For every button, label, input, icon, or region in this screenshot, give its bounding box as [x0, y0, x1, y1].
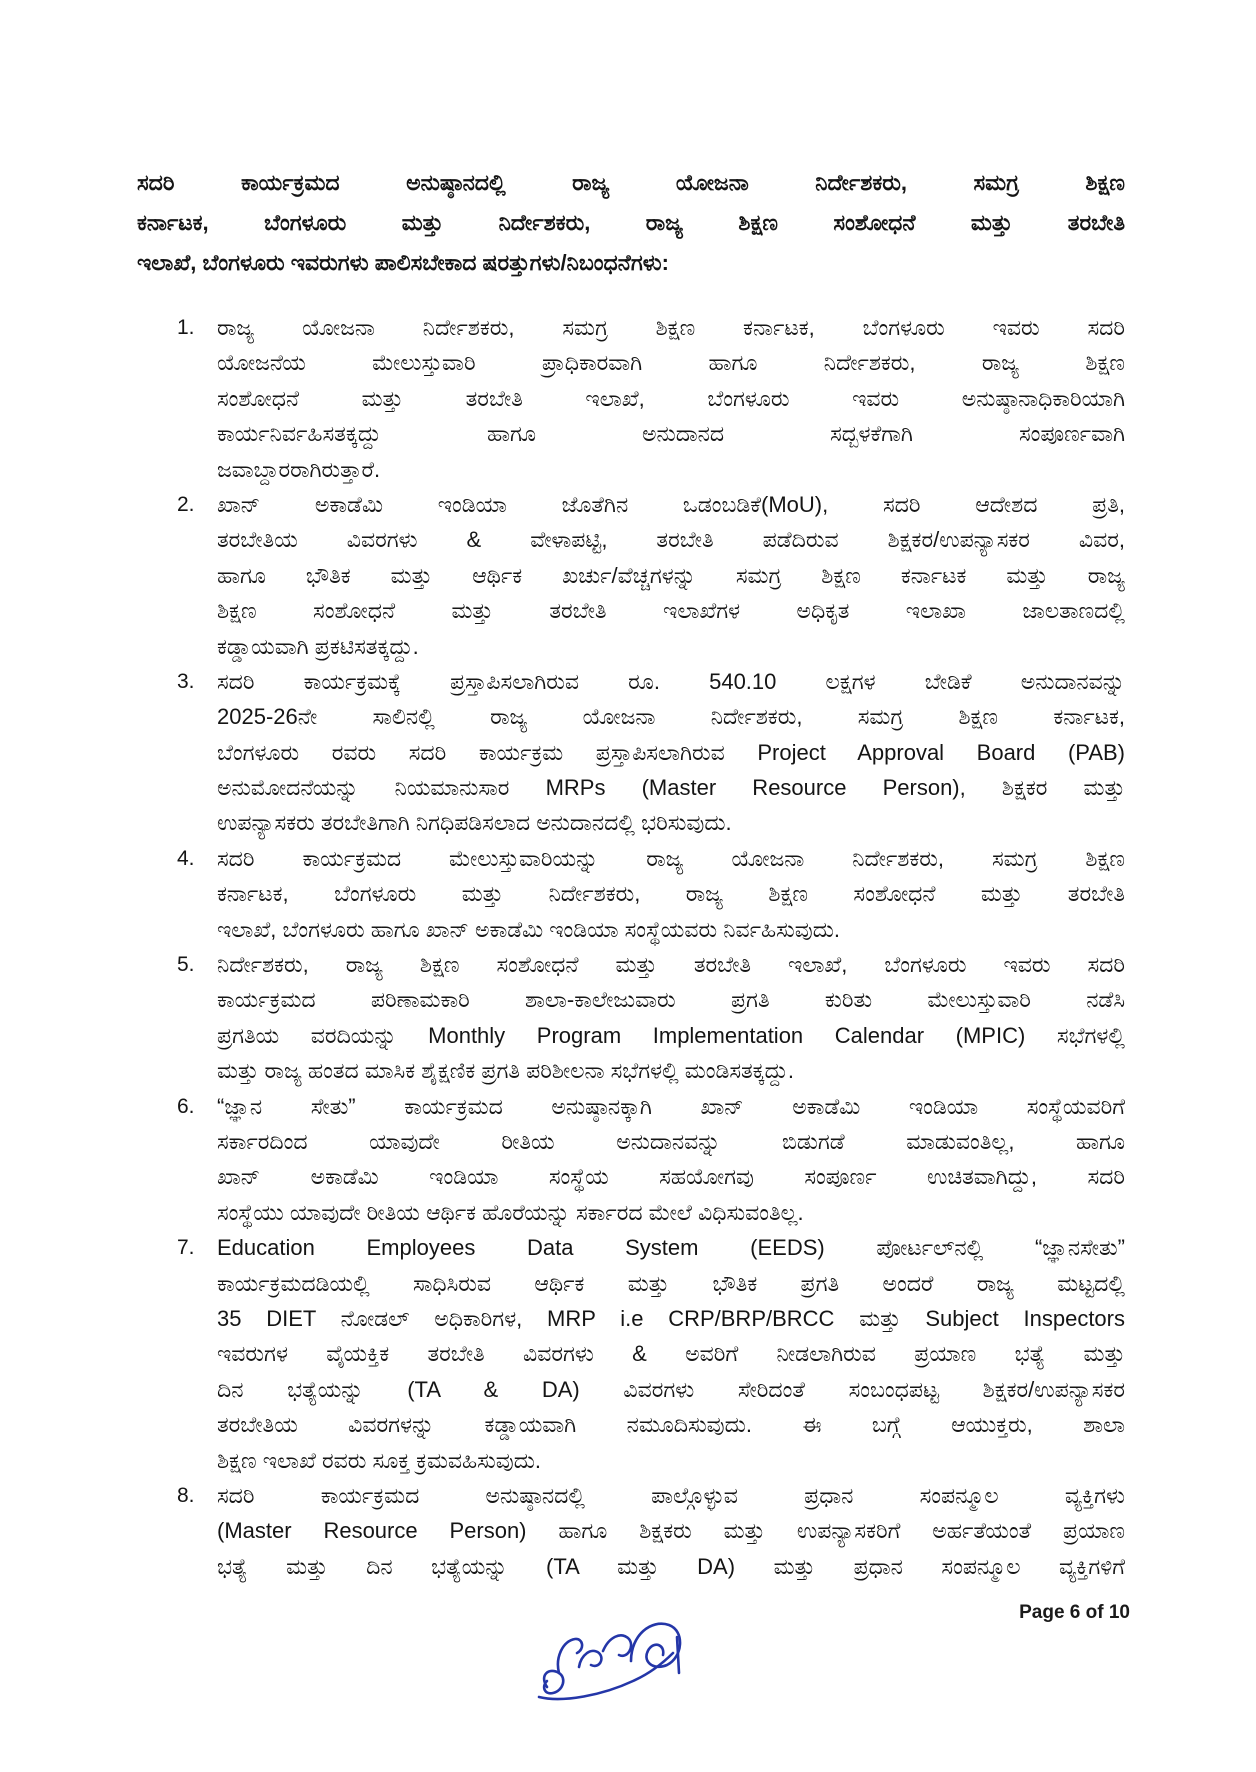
- heading-line: ಸದರಿ ಕಾರ್ಯಕ್ರಮದ ಅನುಷ್ಠಾನದಲ್ಲಿ ರಾಜ್ಯ ಯೋಜನಾ ನಿರ್ದೇಶಕರು, ಸಮಗ್ರ ಶಿಕ್ಷಣ: [137, 170, 1125, 195]
- condition-text: [217, 1478, 1125, 1584]
- condition-number: 1.: [177, 316, 195, 339]
- condition-line: ಭತ್ಯೆ ಮತ್ತು ದಿನ ಭತ್ಯೆಯನ್ನು (TA ಮತ್ತು DA) ಮತ್ತು ಪ್ರಧಾನ ಸಂಪನ್ಮೂಲ ವ್ಯಕ್ತಿಗಳಿಗೆ: [217, 1553, 1125, 1579]
- condition-line: ತರಬೇತಿಯ ವಿವರಗಳನ್ನು ಕಡ್ಡಾಯವಾಗಿ ನಮೂದಿಸುವುದು. ಈ ಬಗ್ಗೆ ಆಯುಕ್ತರು, ಶಾಲಾ: [217, 1412, 1125, 1438]
- condition-line: ದಿನ ಭತ್ಯೆಯನ್ನು (TA & DA) ವಿವರಗಳು ಸೇರಿದಂತೆ ಸಂಬಂಧಪಟ್ಟ ಶಿಕ್ಷಕರ/ಉಪನ್ಯಾಸಕರ: [217, 1376, 1125, 1402]
- conditions-list: [177, 310, 1125, 1584]
- signature: [533, 1617, 688, 1707]
- condition-text: [217, 947, 1125, 1089]
- condition-line: “ಜ್ಞಾನ ಸೇತು” ಕಾರ್ಯಕ್ರಮದ ಅನುಷ್ಠಾನಕ್ಕಾಗಿ ಖಾನ್ ಅಕಾಡೆಮಿ ಇಂಡಿಯಾ ಸಂಸ್ಥೆಯವರಿಗೆ: [217, 1093, 1125, 1119]
- condition-number: 4.: [177, 846, 195, 870]
- condition-line: ಖಾನ್ ಅಕಾಡೆಮಿ ಇಂಡಿಯಾ ಸಂಸ್ಥೆಯ ಸಹಯೋಗವು ಸಂಪೂರ್ಣ ಉಚಿತವಾಗಿದ್ದು, ಸದರಿ: [217, 1164, 1125, 1190]
- condition-line: ಶಿಕ್ಷಣ ಇಲಾಖೆ ರವರು ಸೂಕ್ತ ಕ್ರಮವಹಿಸುವುದು.: [217, 1447, 542, 1473]
- condition-number: 2.: [177, 492, 195, 516]
- condition-text: [217, 841, 1125, 947]
- condition-number: 5.: [177, 953, 195, 977]
- heading-line: ಇಲಾಖೆ, ಬೆಂಗಳೂರು ಇವರುಗಳು ಪಾಲಿಸಬೇಕಾದ ಷರತ್ತುಗಳು/ನಿಬಂಧನೆಗಳು:: [137, 250, 669, 275]
- condition-line: ಕಾರ್ಯಕ್ರಮದಡಿಯಲ್ಲಿ ಸಾಧಿಸಿರುವ ಆರ್ಥಿಕ ಮತ್ತು ಭೌತಿಕ ಪ್ರಗತಿ ಅಂದರೆ ರಾಜ್ಯ ಮಟ್ಟದಲ್ಲಿ: [217, 1270, 1125, 1296]
- page-number: Page 6 of 10: [1019, 1602, 1130, 1623]
- condition-line: ಕಾರ್ಯಕ್ರಮದ ಪರಿಣಾಮಕಾರಿ ಶಾಲಾ-ಕಾಲೇಜುವಾರು ಪ್ರಗತಿ ಕುರಿತು ಮೇಲುಸ್ತುವಾರಿ ನಡೆಸಿ: [217, 987, 1125, 1013]
- condition-line: ಇಲಾಖೆ, ಬೆಂಗಳೂರು ಹಾಗೂ ಖಾನ್ ಅಕಾಡೆಮಿ ಇಂಡಿಯಾ ಸಂಸ್ಥೆಯವರು ನಿರ್ವಹಿಸುವುದು.: [217, 916, 841, 942]
- condition-line: ಸಂಶೋಧನೆ ಮತ್ತು ತರಬೇತಿ ಇಲಾಖೆ, ಬೆಂಗಳೂರು ಇವರು ಅನುಷ್ಠಾನಾಧಿಕಾರಿಯಾಗಿ: [217, 385, 1125, 411]
- condition-line: ಬೆಂಗಳೂರು ರವರು ಸದರಿ ಕಾರ್ಯಕ್ರಮ ಪ್ರಸ್ತಾಪಿಸಲಾಗಿರುವ Project Approval Board (PAB): [217, 739, 1125, 765]
- condition-line: ಮತ್ತು ರಾಜ್ಯ ಹಂತದ ಮಾಸಿಕ ಶೈಕ್ಷಣಿಕ ಪ್ರಗತಿ ಪರಿಶೀಲನಾ ಸಭೆಗಳಲ್ಲಿ ಮಂಡಿಸತಕ್ಕದ್ದು.: [217, 1058, 794, 1084]
- condition-line: ಅನುಮೋದನೆಯನ್ನು ನಿಯಮಾನುಸಾರ MRPs (Master Resource Person), ಶಿಕ್ಷಕರ ಮತ್ತು: [217, 775, 1125, 801]
- condition-line: ಯೋಜನೆಯ ಮೇಲುಸ್ತುವಾರಿ ಪ್ರಾಧಿಕಾರವಾಗಿ ಹಾಗೂ ನಿರ್ದೇಶಕರು, ರಾಜ್ಯ ಶಿಕ್ಷಣ: [217, 350, 1125, 376]
- condition-line: ಸದರಿ ಕಾರ್ಯಕ್ರಮದ ಅನುಷ್ಠಾನದಲ್ಲಿ ಪಾಲ್ಗೊಳ್ಳುವ ಪ್ರಧಾನ ಸಂಪನ್ಮೂಲ ವ್ಯಕ್ತಿಗಳು: [217, 1482, 1125, 1508]
- condition-line: ತರಬೇತಿಯ ವಿವರಗಳು & ವೇಳಾಪಟ್ಟಿ, ತರಬೇತಿ ಪಡೆದಿರುವ ಶಿಕ್ಷಕರ/ಉಪನ್ಯಾಸಕರ ವಿವರ,: [217, 527, 1125, 553]
- condition-line: ಸದರಿ ಕಾರ್ಯಕ್ರಮದ ಮೇಲುಸ್ತುವಾರಿಯನ್ನು ರಾಜ್ಯ ಯೋಜನಾ ನಿರ್ದೇಶಕರು, ಸಮಗ್ರ ಶಿಕ್ಷಣ: [217, 845, 1125, 871]
- condition-line: ಕಾರ್ಯನಿರ್ವಹಿಸತಕ್ಕದ್ದು ಹಾಗೂ ಅನುದಾನದ ಸದ್ಬಳಕೆಗಾಗಿ ಸಂಪೂರ್ಣವಾಗಿ: [217, 421, 1125, 447]
- signature-stroke: [677, 1637, 679, 1673]
- condition-line: ಶಿಕ್ಷಣ ಸಂಶೋಧನೆ ಮತ್ತು ತರಬೇತಿ ಇಲಾಖೆಗಳ ಅಧಿಕೃತ ಇಲಾಖಾ ಜಾಲತಾಣದಲ್ಲಿ: [217, 598, 1125, 624]
- condition-line: (Master Resource Person) ಹಾಗೂ ಶಿಕ್ಷಕರು ಮತ್ತು ಉಪನ್ಯಾಸಕರಿಗೆ ಅರ್ಹತೆಯಂತೆ ಪ್ರಯಾಣ: [217, 1518, 1125, 1544]
- condition-line: 2025-26ನೇ ಸಾಲಿನಲ್ಲಿ ರಾಜ್ಯ ಯೋಜನಾ ನಿರ್ದೇಶಕರು, ಸಮಗ್ರ ಶಿಕ್ಷಣ ಕರ್ನಾಟಕ,: [217, 704, 1125, 730]
- signature-stroke: [544, 1671, 563, 1693]
- condition-text: [217, 664, 1125, 841]
- condition-text: [217, 1230, 1125, 1478]
- condition-item: [177, 664, 1125, 841]
- condition-item: [177, 947, 1125, 1089]
- signature-stroke: [579, 1651, 601, 1667]
- condition-line: 35 DIET ನೋಡಲ್ ಅಧಿಕಾರಿಗಳ, MRP i.e CRP/BRP/BRCC ಮತ್ತು Subject Inspectors: [217, 1305, 1125, 1331]
- condition-line: ಖಾನ್ ಅಕಾಡೆಮಿ ಇಂಡಿಯಾ ಜೊತೆಗಿನ ಒಡಂಬಡಿಕೆ(MoU), ಸದರಿ ಆದೇಶದ ಪ್ರತಿ,: [217, 491, 1125, 517]
- condition-text: [217, 310, 1125, 487]
- signature-stroke: [603, 1635, 631, 1655]
- heading-line: ಕರ್ನಾಟಕ, ಬೆಂಗಳೂರು ಮತ್ತು ನಿರ್ದೇಶಕರು, ರಾಜ್ಯ ಶಿಕ್ಷಣ ಸಂಶೋಧನೆ ಮತ್ತು ತರಬೇತಿ: [137, 210, 1125, 235]
- condition-line: ಕಡ್ಡಾಯವಾಗಿ ಪ್ರಕಟಿಸತಕ್ಕದ್ದು.: [217, 633, 419, 659]
- condition-item: [177, 310, 1125, 487]
- signature-strokes: [539, 1624, 680, 1699]
- condition-line: ಕರ್ನಾಟಕ, ಬೆಂಗಳೂರು ಮತ್ತು ನಿರ್ದೇಶಕರು, ರಾಜ್ಯ ಶಿಕ್ಷಣ ಸಂಶೋಧನೆ ಮತ್ತು ತರಬೇತಿ: [217, 881, 1125, 907]
- conditions-heading: [137, 163, 1125, 283]
- condition-item: [177, 1230, 1125, 1478]
- condition-item: [177, 1478, 1125, 1584]
- condition-item: [177, 841, 1125, 947]
- condition-number: 8.: [177, 1483, 195, 1507]
- condition-line: ಹಾಗೂ ಭೌತಿಕ ಮತ್ತು ಆರ್ಥಿಕ ಖರ್ಚು/ವೆಚ್ಚಗಳನ್ನು ಸಮಗ್ರ ಶಿಕ್ಷಣ ಕರ್ನಾಟಕ ಮತ್ತು ರಾಜ್ಯ: [217, 562, 1125, 588]
- condition-text: [217, 1089, 1125, 1231]
- condition-line: ಸರ್ಕಾರದಿಂದ ಯಾವುದೇ ರೀತಿಯ ಅನುದಾನವನ್ನು ಬಿಡುಗಡೆ ಮಾಡುವಂತಿಲ್ಲ, ಹಾಗೂ: [217, 1128, 1125, 1154]
- condition-item: [177, 487, 1125, 664]
- condition-line: ನಿರ್ದೇಶಕರು, ರಾಜ್ಯ ಶಿಕ್ಷಣ ಸಂಶೋಧನೆ ಮತ್ತು ತರಬೇತಿ ಇಲಾಖೆ, ಬೆಂಗಳೂರು ಇವರು ಸದರಿ: [217, 952, 1125, 978]
- condition-line: Education Employees Data System (EEDS) ಪೋರ್ಟಲ್‌ನಲ್ಲಿ “ಜ್ಞಾನಸೇತು”: [217, 1235, 1125, 1261]
- condition-number: 7.: [177, 1236, 195, 1260]
- condition-text: [217, 487, 1125, 664]
- condition-line: ಇವರುಗಳ ವೈಯಕ್ತಿಕ ತರಬೇತಿ ವಿವರಗಳು & ಅವರಿಗೆ ನೀಡಲಾಗಿರುವ ಪ್ರಯಾಣ ಭತ್ಯೆ ಮತ್ತು: [217, 1341, 1125, 1367]
- condition-line: ಸದರಿ ಕಾರ್ಯಕ್ರಮಕ್ಕೆ ಪ್ರಸ್ತಾಪಿಸಲಾಗಿರುವ ರೂ. 540.10 ಲಕ್ಷಗಳ ಬೇಡಿಕೆ ಅನುದಾನವನ್ನು: [217, 668, 1125, 694]
- condition-line: ಉಪನ್ಯಾಸಕರು ತರಬೇತಿಗಾಗಿ ನಿಗಧಿಪಡಿಸಲಾದ ಅನುದಾನದಲ್ಲಿ ಭರಿಸುವುದು.: [217, 810, 732, 836]
- condition-line: ರಾಜ್ಯ ಯೋಜನಾ ನಿರ್ದೇಶಕರು, ಸಮಗ್ರ ಶಿಕ್ಷಣ ಕರ್ನಾಟಕ, ಬೆಂಗಳೂರು ಇವರು ಸದರಿ: [217, 315, 1125, 340]
- condition-number: 6.: [177, 1094, 195, 1118]
- condition-line: ಪ್ರಗತಿಯ ವರದಿಯನ್ನು Monthly Program Implementation Calendar (MPIC) ಸಭೆಗಳಲ್ಲಿ: [217, 1022, 1125, 1048]
- condition-number: 3.: [177, 669, 195, 693]
- condition-line: ಜವಾಬ್ದಾರರಾಗಿರುತ್ತಾರೆ.: [217, 456, 381, 482]
- condition-item: [177, 1089, 1125, 1231]
- signature-stroke: [631, 1624, 680, 1667]
- condition-line: ಸಂಸ್ಥೆಯು ಯಾವುದೇ ರೀತಿಯ ಆರ್ಥಿಕ ಹೊರೆಯನ್ನು ಸರ್ಕಾರದ ಮೇಲೆ ವಿಧಿಸುವಂತಿಲ್ಲ.: [217, 1199, 804, 1225]
